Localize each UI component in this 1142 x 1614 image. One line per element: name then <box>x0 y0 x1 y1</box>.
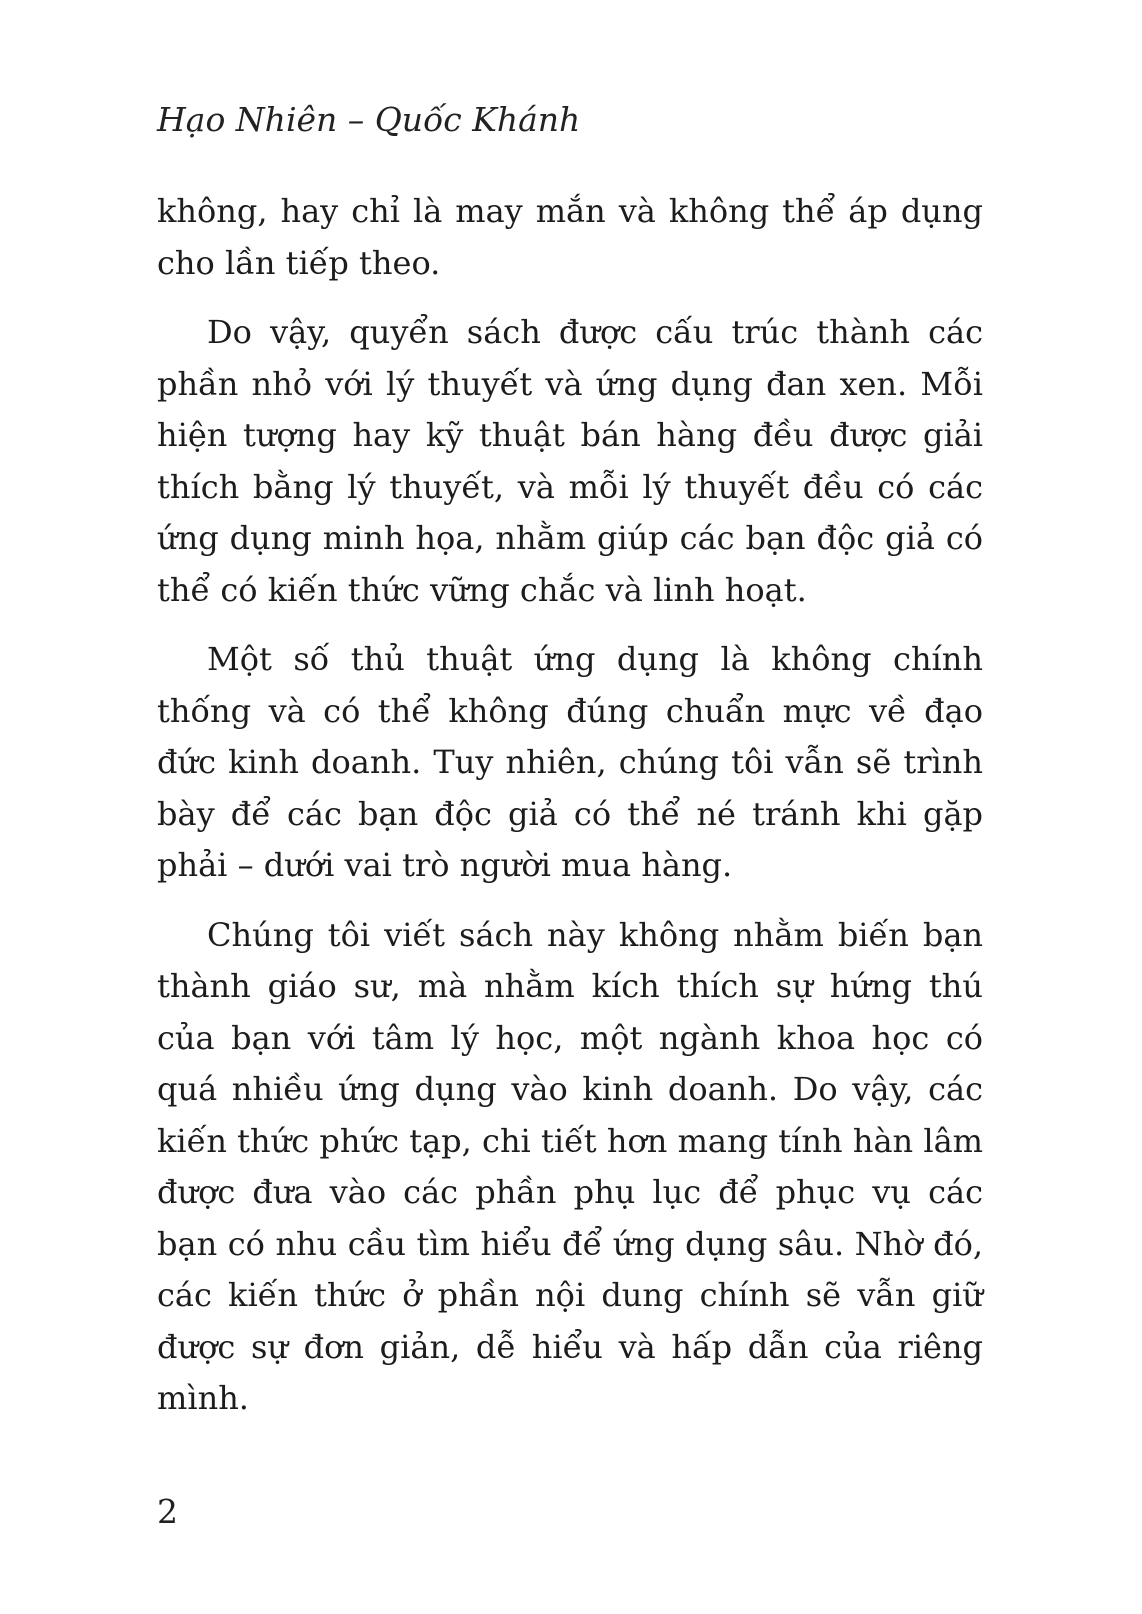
paragraph-purpose: Chúng tôi viết sách này không nhằm biến bạn thành giáo sư, mà nhằm kích thích sự hứng thú của bạn với tâm lý học, một ngành khoa học có quá nhiều ứng dụng vào kinh doanh. Do vậy, các kiến thức phức tạp, chi tiết hơn mang tính hàn lâm được đưa vào các phần phụ lục để phục vụ các bạn có nhu cầu tìm hiểu để ứng dụng sâu. Nhờ đó, các kiến thức ở phần nội dung chính sẽ vẫn giữ được sự đơn giản, dễ hiểu và hấp dẫn của riêng mình. <box>157 915 983 1417</box>
running-header-authors: Hạo Nhiên – Quốc Khánh <box>157 100 581 139</box>
paragraph-unorthodox-tricks: Một số thủ thuật ứng dụng là không chính thống và có thể không đúng chuẩn mực về đạo đức kinh doanh. Tuy nhiên, chúng tôi vẫn sẽ trình bày để các bạn độc giả có thể né tránh khi gặp phải – dưới vai trò người mua hàng. <box>157 640 983 884</box>
paragraph-continued: không, hay chỉ là may mắn và không thể áp dụng cho lần tiếp theo. <box>157 192 983 282</box>
page-number: 2 <box>157 1492 178 1531</box>
body-text <box>157 186 983 1443</box>
paragraph-book-structure: Do vậy, quyển sách được cấu trúc thành các phần nhỏ với lý thuyết và ứng dụng đan xen. Mỗi hiện tượng hay kỹ thuật bán hàng đều được giải thích bằng lý thuyết, và mỗi lý thuyết đều có các ứng dụng minh họa, nhằm giúp các bạn độc giả có thể có kiến thức vững chắc và linh hoạt. <box>157 313 983 609</box>
